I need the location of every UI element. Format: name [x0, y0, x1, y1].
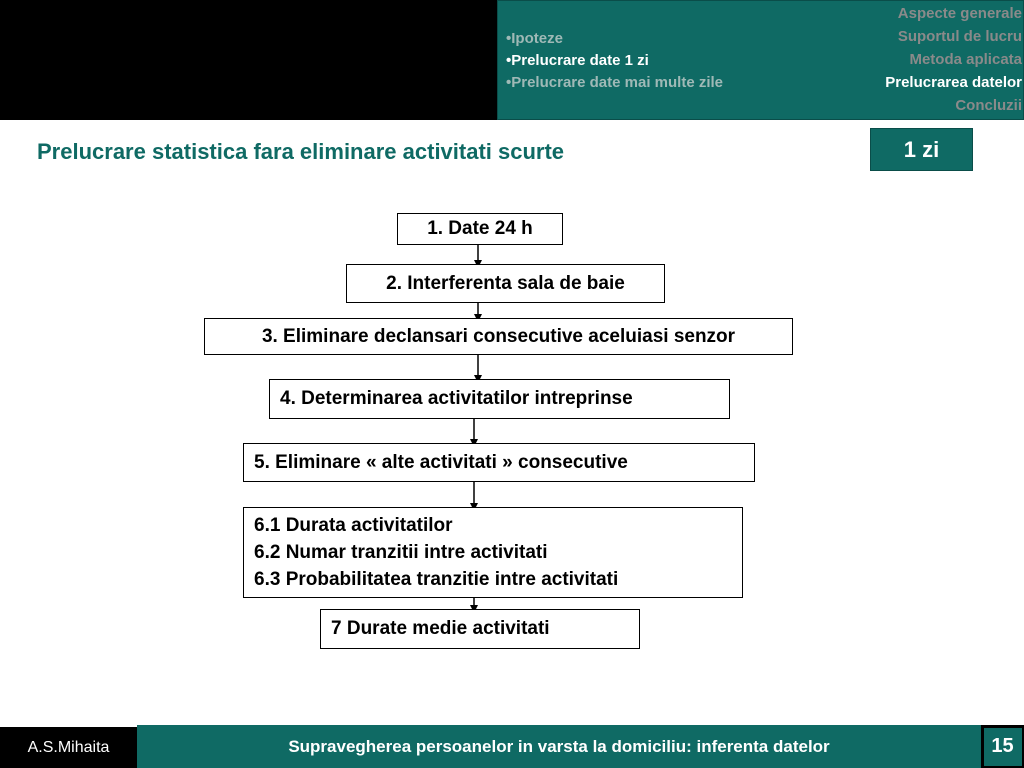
- footer-title: Supravegherea persoanelor in varsta la domiciliu: inferenta datelor: [137, 725, 981, 768]
- flow-step-6-line-2: 6.2 Numar tranzitii intre activitati: [254, 542, 548, 563]
- nav-item-metoda-aplicata[interactable]: Metoda aplicata: [909, 51, 1022, 68]
- subnav-item-prelucrare-1-zi[interactable]: •Prelucrare date 1 zi: [506, 52, 649, 69]
- page-number: 15: [984, 728, 1022, 766]
- day-badge: 1 zi: [870, 128, 973, 171]
- nav-item-suportul-de-lucru[interactable]: Suportul de lucru: [897, 28, 1022, 45]
- nav-item-concluzii[interactable]: Concluzii: [955, 97, 1022, 114]
- nav-item-prelucrarea-datelor[interactable]: Prelucrarea datelor: [885, 74, 1022, 91]
- footer-author: A.S.Mihaita: [0, 727, 137, 768]
- flow-step-3: 3. Eliminare declansari consecutive aceluiasi senzor: [204, 318, 793, 355]
- subnav-item-prelucrare-mai-multe-zile[interactable]: •Prelucrare date mai multe zile: [506, 74, 724, 91]
- flow-step-7: 7 Durate medie activitati: [320, 609, 640, 649]
- nav-item-aspecte-generale[interactable]: Aspecte generale: [897, 5, 1022, 22]
- flow-step-2: 2. Interferenta sala de baie: [346, 264, 665, 303]
- page-title: Prelucrare statistica fara eliminare activitati scurte: [37, 139, 565, 164]
- flow-step-6-line-3: 6.3 Probabilitatea tranzitie intre activitati: [254, 569, 619, 590]
- page-number-box: [981, 725, 1024, 768]
- flow-step-5: 5. Eliminare « alte activitati » consecutive: [243, 443, 755, 482]
- flow-step-6-line-1: 6.1 Durata activitatilor: [254, 515, 453, 536]
- flow-step-4: 4. Determinarea activitatilor intreprinse: [269, 379, 730, 419]
- subnav-item-ipoteze[interactable]: •Ipoteze: [506, 30, 563, 47]
- flow-step-1: 1. Date 24 h: [397, 213, 563, 245]
- flow-step-6: [243, 507, 743, 598]
